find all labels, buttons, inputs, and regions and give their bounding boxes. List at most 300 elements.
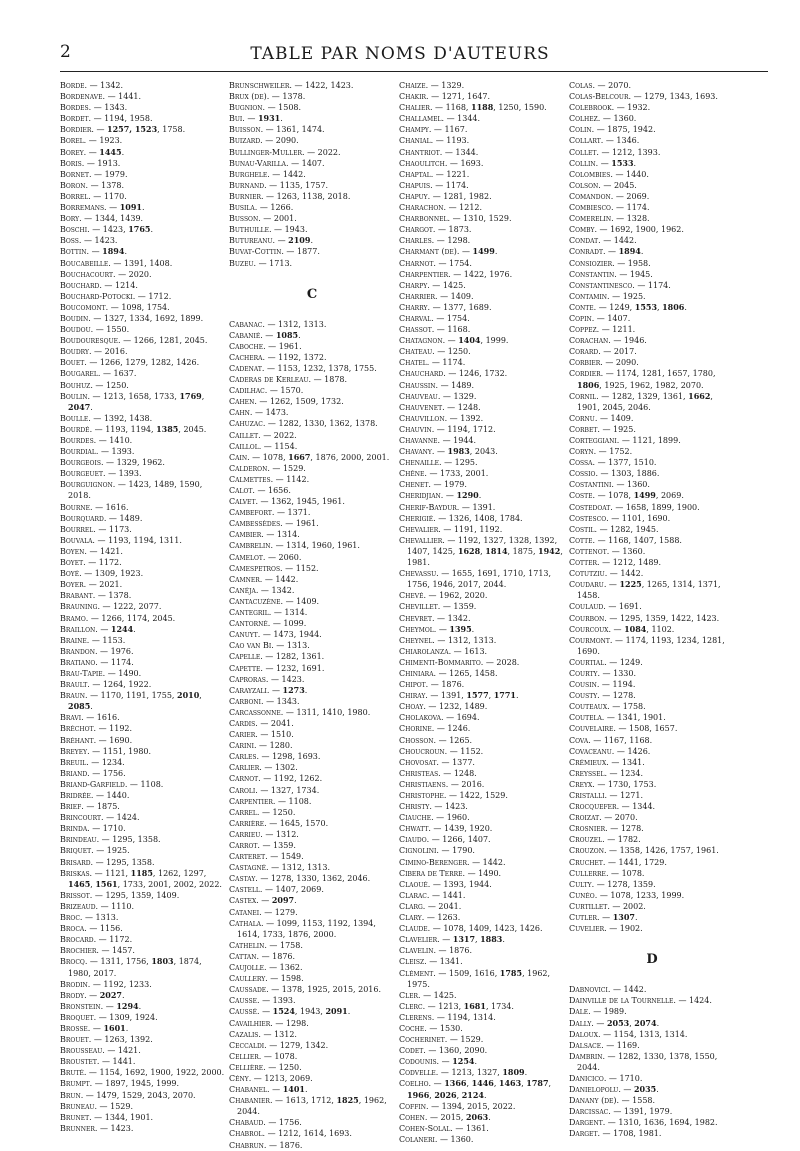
- page-refs: — 1312.: [262, 829, 299, 839]
- author-name: Codvelle.: [399, 1068, 439, 1078]
- page-refs: — 1358, 1426, 1757, 1961.: [606, 846, 719, 856]
- author-name: Charrier.: [399, 291, 438, 301]
- index-entry: [399, 446, 565, 457]
- author-name: Costil.: [569, 524, 598, 534]
- author-name: Consiozier.: [569, 258, 615, 268]
- index-entry: [60, 368, 226, 379]
- author-name: Brunner.: [60, 1123, 98, 1133]
- author-name: Brauning.: [60, 602, 100, 612]
- page-refs: —: [90, 1023, 104, 1033]
- index-entry: [569, 857, 735, 868]
- author-name: Brosse.: [60, 1023, 91, 1033]
- author-name: Charry.: [399, 302, 431, 312]
- author-name: Briskas.: [60, 868, 93, 878]
- page-refs: — 1309, 1924.: [96, 1012, 158, 1022]
- page-refs: — 1248.: [444, 402, 481, 412]
- page-refs: — 1378.: [269, 92, 306, 102]
- author-name: Coudaru.: [569, 580, 607, 590]
- index-entry: [229, 984, 395, 995]
- author-name: Christeas.: [399, 768, 441, 778]
- author-name: Dargent.: [569, 1118, 606, 1128]
- index-entry: [399, 812, 565, 823]
- page-refs: .: [640, 247, 644, 257]
- index-entry: [569, 213, 735, 224]
- author-name: Chanial.: [399, 136, 434, 146]
- index-entry: [60, 901, 226, 912]
- author-name: Chevassu.: [399, 569, 439, 579]
- index-entry: [60, 1034, 226, 1045]
- index-entry: [569, 923, 735, 934]
- author-name: Bunau-Varilla.: [229, 158, 289, 168]
- author-name: Canéja.: [229, 585, 259, 595]
- author-name: Chabanel.: [229, 1085, 270, 1095]
- author-name: Brindeau.: [60, 835, 100, 845]
- page-refs: — 1314, 1960, 1961.: [273, 541, 360, 551]
- author-name: Clément.: [399, 968, 436, 978]
- index-entry: [569, 679, 735, 690]
- page-refs: — 1314.: [263, 530, 300, 540]
- author-name: Chakir.: [399, 92, 429, 102]
- index-entry: [569, 723, 735, 734]
- index-entry: [229, 740, 395, 751]
- author-name: Caproras.: [229, 674, 269, 684]
- author-name: Chapuy.: [399, 191, 431, 201]
- page-refs: — 1976.: [97, 646, 134, 656]
- author-name: Cornil.: [569, 391, 599, 401]
- main-page-ref: 1769: [179, 390, 202, 401]
- author-name: Braun.: [60, 691, 88, 701]
- page-refs: — 1570.: [267, 386, 304, 396]
- index-entry: [229, 246, 395, 257]
- author-name: Bugnion.: [229, 103, 266, 113]
- page-refs: — 2060.: [265, 552, 302, 562]
- author-name: Caderas de Kerleau.: [229, 375, 312, 385]
- page-refs: — 1278, 1330, 1362, 2046.: [257, 874, 371, 884]
- page-refs: — 1423, 1489, 1590, 2018.: [68, 480, 203, 501]
- author-name: Cousty.: [569, 691, 600, 701]
- page-refs: — 1393.: [98, 447, 135, 457]
- author-name: Daloux.: [569, 1029, 601, 1039]
- index-entry: [60, 546, 226, 557]
- author-name: Chaussin.: [399, 380, 439, 390]
- page-refs: .: [133, 624, 136, 634]
- index-column-3: [399, 80, 565, 1145]
- index-entry: [399, 601, 565, 612]
- index-entry: [399, 1101, 565, 1112]
- page-refs: .: [150, 225, 153, 235]
- page-refs: , 1876, 2000, 2001.: [310, 452, 390, 462]
- page-refs: — 1174.: [613, 203, 650, 213]
- author-name: Choucroun.: [399, 746, 448, 756]
- page-refs: .: [294, 896, 297, 906]
- index-entry: [229, 180, 395, 191]
- page-refs: , 2069.: [655, 491, 684, 501]
- page-refs: — 1312, 1313.: [264, 319, 327, 329]
- author-name: Cossio.: [569, 469, 598, 479]
- index-entry: [60, 513, 226, 524]
- author-name: Cheridjian.: [399, 491, 444, 501]
- index-entry: [569, 413, 735, 424]
- index-entry: [399, 468, 565, 479]
- main-page-ref: 2091: [325, 1006, 348, 1017]
- page-refs: — 1099, 1153, 1192, 1394, 1614, 1733, 1876, 2000.: [237, 918, 376, 939]
- author-name: Cellier.: [229, 1051, 262, 1061]
- main-page-ref: 1681: [463, 1000, 486, 1011]
- author-name: Costesco.: [569, 513, 609, 523]
- main-page-ref: 1806: [577, 379, 600, 390]
- index-entry: [399, 857, 565, 868]
- author-name: Crouzon.: [569, 846, 607, 856]
- page-refs: — 1407, 2069.: [262, 885, 324, 895]
- index-entry: [399, 779, 565, 790]
- page-refs: ,: [493, 1079, 499, 1089]
- author-name: Curtillet.: [569, 901, 610, 911]
- page-refs: — 1441.: [99, 1057, 136, 1067]
- page-refs: —: [262, 330, 276, 340]
- page-refs: — 1250.: [259, 807, 296, 817]
- page-refs: — 1298, 1693.: [259, 752, 321, 762]
- index-entry: [229, 629, 395, 640]
- page-refs: — 1211.: [599, 325, 636, 335]
- author-name: Chaoulitch.: [399, 158, 448, 168]
- index-entry: [399, 213, 565, 224]
- author-name: Cocherinet.: [399, 1035, 448, 1045]
- index-entry: [229, 818, 395, 829]
- main-page-ref: 2027: [99, 989, 122, 1000]
- index-entry: [60, 246, 226, 257]
- page-refs: — 1756.: [265, 1118, 302, 1128]
- author-name: Camelot.: [229, 552, 266, 562]
- index-entry: [60, 535, 226, 546]
- author-name: Capelle.: [229, 652, 263, 662]
- page-refs: — 1422, 1423.: [291, 81, 354, 90]
- index-entry: [60, 635, 226, 646]
- page-refs: — 1423,: [89, 225, 129, 235]
- author-name: Brux (de).: [229, 92, 270, 102]
- index-entry: [229, 685, 395, 696]
- author-name: Carnot.: [229, 774, 261, 784]
- author-name: Cignolini.: [399, 846, 439, 856]
- page-refs: — 1280.: [256, 741, 293, 751]
- page-refs: — 1407.: [288, 158, 325, 168]
- author-name: Charmant (de).: [399, 247, 460, 257]
- page-refs: .: [90, 702, 93, 712]
- page-refs: — 1110.: [98, 901, 135, 911]
- page-refs: — 1172.: [85, 558, 122, 568]
- index-entry: [229, 651, 395, 662]
- page-refs: — 1167.: [431, 125, 468, 135]
- index-entry: [60, 768, 226, 779]
- page-refs: — 1170.: [90, 191, 127, 201]
- author-name: Carrot.: [229, 841, 260, 850]
- index-entry: [229, 1018, 395, 1029]
- main-page-ref: 1553: [634, 301, 658, 312]
- author-name: Colebrook.: [569, 103, 615, 113]
- author-name: Broquet.: [60, 1012, 97, 1022]
- index-entry: [229, 258, 395, 269]
- page-refs: — 1295, 1358.: [99, 835, 161, 845]
- page-refs: — 1422, 1529.: [446, 791, 508, 800]
- index-entry: [60, 258, 226, 269]
- author-name: Charachon.: [399, 203, 447, 213]
- page-refs: — 1549.: [267, 852, 304, 862]
- author-name: Bouhuz.: [60, 380, 93, 390]
- index-entry: [399, 757, 565, 768]
- index-entry: [60, 235, 226, 246]
- author-name: Bullinger-Muller.: [229, 147, 305, 157]
- page-refs: — 1282, 1330, 1378, 1550, 2044.: [577, 1051, 718, 1072]
- author-name: Boulin.: [60, 391, 91, 401]
- page-refs: — 1330.: [600, 668, 637, 678]
- author-name: Cruchet.: [569, 857, 606, 867]
- index-entry: [399, 701, 565, 712]
- page-number: 2: [60, 42, 71, 62]
- page-refs: — 1710.: [89, 824, 126, 834]
- author-name: Burnand.: [229, 180, 267, 190]
- author-name: Boyet.: [60, 558, 86, 568]
- page-refs: — 1508, 1657.: [615, 724, 678, 734]
- index-entry: [229, 319, 395, 330]
- main-page-ref: 1273: [282, 684, 305, 695]
- author-name: Cotter.: [569, 558, 600, 568]
- page-refs: — 1754.: [435, 258, 472, 268]
- author-name: Broustet.: [60, 1057, 100, 1067]
- page-refs: — 1282, 1361.: [262, 652, 325, 662]
- page-refs: .: [138, 1001, 142, 1011]
- index-entry: [399, 890, 565, 901]
- index-entry: [60, 1112, 226, 1123]
- author-name: Brault.: [60, 680, 90, 690]
- page-refs: — 1946.: [610, 336, 647, 346]
- page-refs: — 1193, 1194, 1311.: [94, 535, 182, 545]
- page-refs: ,: [521, 1079, 527, 1089]
- main-page-ref: 1662: [688, 390, 711, 401]
- index-entry: [229, 674, 395, 685]
- author-name: Boyé.: [60, 569, 82, 579]
- page-refs: — 1529.: [97, 1101, 134, 1111]
- author-name: Conte.: [569, 302, 597, 312]
- main-page-ref: 1257, 1523: [107, 124, 158, 135]
- page-refs: — 2041.: [425, 901, 462, 911]
- author-name: Crémieux.: [569, 757, 609, 767]
- index-entry: [569, 801, 735, 812]
- page-refs: — 1529.: [447, 1035, 484, 1045]
- author-name: Bratiano.: [60, 657, 98, 667]
- page-refs: — 1262, 1509, 1732.: [256, 397, 344, 407]
- index-entry: [569, 235, 735, 246]
- index-entry: [399, 934, 565, 945]
- author-name: Coulaud.: [569, 602, 606, 612]
- author-name: Boyen.: [60, 546, 87, 556]
- page-refs: — 1121,: [92, 868, 131, 878]
- author-name: Chiray.: [399, 691, 428, 701]
- index-entry: [399, 147, 565, 158]
- index-entry: [60, 324, 226, 335]
- index-entry: [399, 102, 565, 113]
- index-entry: [229, 884, 395, 895]
- page-refs: ,: [466, 1079, 472, 1089]
- page-refs: — 1423.: [97, 1123, 134, 1133]
- main-page-ref: 1601: [103, 1022, 126, 1033]
- author-name: Courty.: [569, 668, 601, 678]
- page-refs: — 1191, 1192.: [440, 524, 503, 534]
- author-name: Bréhant.: [60, 735, 97, 745]
- page-refs: — 1174.: [432, 180, 469, 190]
- page-refs: — 1309, 1923.: [81, 569, 144, 579]
- index-entry: [229, 873, 395, 884]
- page-refs: — 1298.: [272, 1018, 309, 1028]
- author-name: Clerens.: [399, 1012, 435, 1022]
- author-name: Cholakova.: [399, 713, 444, 723]
- index-entry: [569, 790, 735, 801]
- page-refs: — 1423.: [268, 674, 305, 684]
- page-refs: — 1979.: [91, 169, 128, 179]
- page-refs: — 1656.: [254, 486, 291, 495]
- author-name: Codet.: [399, 1046, 426, 1056]
- index-entry: [569, 1106, 735, 1117]
- page-refs: — 1442.: [600, 236, 637, 246]
- index-entry: [229, 829, 395, 840]
- page-refs: —: [598, 158, 612, 168]
- main-page-ref: 1401: [282, 1084, 305, 1095]
- index-entry: [399, 1123, 565, 1134]
- page-refs: — 1393.: [105, 469, 142, 479]
- index-entry: [569, 557, 735, 568]
- author-name: Burnier.: [229, 191, 264, 201]
- page-refs: — 1424.: [675, 996, 712, 1006]
- index-entry: [399, 723, 565, 734]
- author-name: Bourdé.: [60, 424, 93, 434]
- author-name: Bory.: [60, 214, 82, 224]
- author-name: Bourrel.: [60, 524, 96, 534]
- header-rule: [60, 71, 768, 72]
- page-refs: .: [634, 913, 638, 923]
- author-name: Chiniara.: [399, 668, 437, 678]
- index-entry: [60, 180, 226, 191]
- index-entry: [569, 424, 735, 435]
- page-refs: — 1193, 1194,: [92, 424, 157, 434]
- author-name: Bruneau.: [60, 1101, 98, 1111]
- index-entry: [569, 191, 735, 202]
- author-name: Burghele.: [229, 169, 270, 179]
- index-entry: [399, 613, 565, 624]
- author-name: Cahen.: [229, 397, 257, 407]
- author-name: Busson.: [229, 214, 261, 224]
- index-entry: [60, 435, 226, 446]
- author-name: Brocq.: [60, 957, 88, 967]
- index-entry: [60, 779, 226, 790]
- author-name: Chauchard.: [399, 369, 446, 379]
- author-name: Cellière.: [229, 1062, 266, 1072]
- author-name: Cleisz.: [399, 957, 427, 967]
- page-refs: —: [93, 125, 108, 135]
- index-entry: [569, 446, 735, 457]
- author-name: Cambier.: [229, 530, 264, 540]
- author-name: Charpentier.: [399, 269, 451, 279]
- author-name: Dainville de la Tournelle.: [569, 996, 676, 1006]
- page-refs: — 1362.: [266, 963, 303, 973]
- page-refs: — 1378, 1925, 2015, 2016.: [268, 985, 382, 995]
- page-refs: .: [474, 1057, 478, 1067]
- author-name: Boucabeille.: [60, 258, 111, 268]
- author-name: Danany (de).: [569, 1096, 620, 1106]
- index-entry: [569, 169, 735, 180]
- index-entry: [229, 951, 395, 962]
- index-entry: [60, 413, 226, 424]
- page-refs: — 1343.: [91, 103, 128, 113]
- author-name: Bouchacourt.: [60, 269, 116, 279]
- page-refs: — 1979.: [430, 480, 467, 490]
- author-name: Dale.: [569, 1007, 591, 1017]
- author-name: Ciauche.: [399, 813, 434, 823]
- author-name: Brumpt.: [60, 1079, 93, 1089]
- page-refs: — 1142.: [273, 474, 310, 484]
- author-name: Cibera de Terre.: [399, 868, 466, 878]
- main-page-ref: 2053: [606, 1017, 630, 1028]
- author-name: Bui.: [229, 114, 245, 124]
- page-refs: — 1298.: [434, 236, 471, 246]
- index-entry: [399, 923, 565, 934]
- author-name: Cherif-Baydur.: [399, 502, 460, 512]
- index-entry: [569, 135, 735, 146]
- page-refs: — 1442.: [610, 985, 647, 995]
- author-name: Bougarel.: [60, 369, 101, 379]
- page-refs: — 1234.: [88, 757, 125, 767]
- index-entry: [399, 380, 565, 391]
- page-refs: — 1359.: [259, 841, 296, 850]
- page-refs: — 1192.: [96, 724, 133, 734]
- main-page-ref: 1942: [538, 545, 561, 556]
- author-name: Coryn.: [569, 447, 597, 457]
- index-entry: [229, 474, 395, 485]
- index-entry: [229, 618, 395, 629]
- page-refs: — 1442.: [262, 574, 299, 584]
- page-refs: .: [90, 402, 93, 412]
- page-refs: — 1212, 1393.: [598, 147, 661, 157]
- page-refs: .: [310, 236, 313, 246]
- index-entry: [569, 735, 735, 746]
- index-entry: [399, 990, 565, 1001]
- page-refs: — 1733, 2001.: [426, 469, 489, 479]
- author-name: Cimino-Berenger.: [399, 857, 470, 867]
- page-refs: — 1192, 1233.: [90, 979, 152, 989]
- author-name: Colas-Belcour.: [569, 92, 632, 102]
- page-refs: — 1152.: [447, 746, 484, 756]
- author-name: Chaize.: [399, 81, 429, 90]
- page-refs: — 1645, 1570.: [266, 818, 329, 828]
- index-entry: [229, 147, 395, 158]
- page-refs: — 1295, 1358.: [93, 857, 155, 867]
- page-refs: — 1342.: [434, 613, 471, 623]
- author-name: Chovosat.: [399, 757, 439, 767]
- author-name: Boss.: [60, 236, 82, 246]
- index-entry: [569, 302, 735, 313]
- index-entry: [569, 524, 735, 535]
- author-name: Chauvillon.: [399, 413, 448, 423]
- main-page-ref: 1188: [471, 102, 494, 113]
- page-refs: — 1441.: [429, 890, 466, 900]
- page-refs: — 1263.: [424, 913, 461, 923]
- page-refs: — 1712.: [135, 291, 172, 301]
- page-refs: — 1343.: [263, 696, 300, 706]
- page-refs: — 1310, 1529.: [450, 214, 512, 224]
- page-refs: — 1271, 1647.: [428, 92, 491, 102]
- index-entry: [229, 202, 395, 213]
- page-refs: — 1378.: [88, 180, 125, 190]
- index-entry: [569, 823, 735, 834]
- page-refs: , 1733, 2001, 2002, 2022.: [117, 879, 222, 889]
- author-name: Bravi.: [60, 713, 84, 723]
